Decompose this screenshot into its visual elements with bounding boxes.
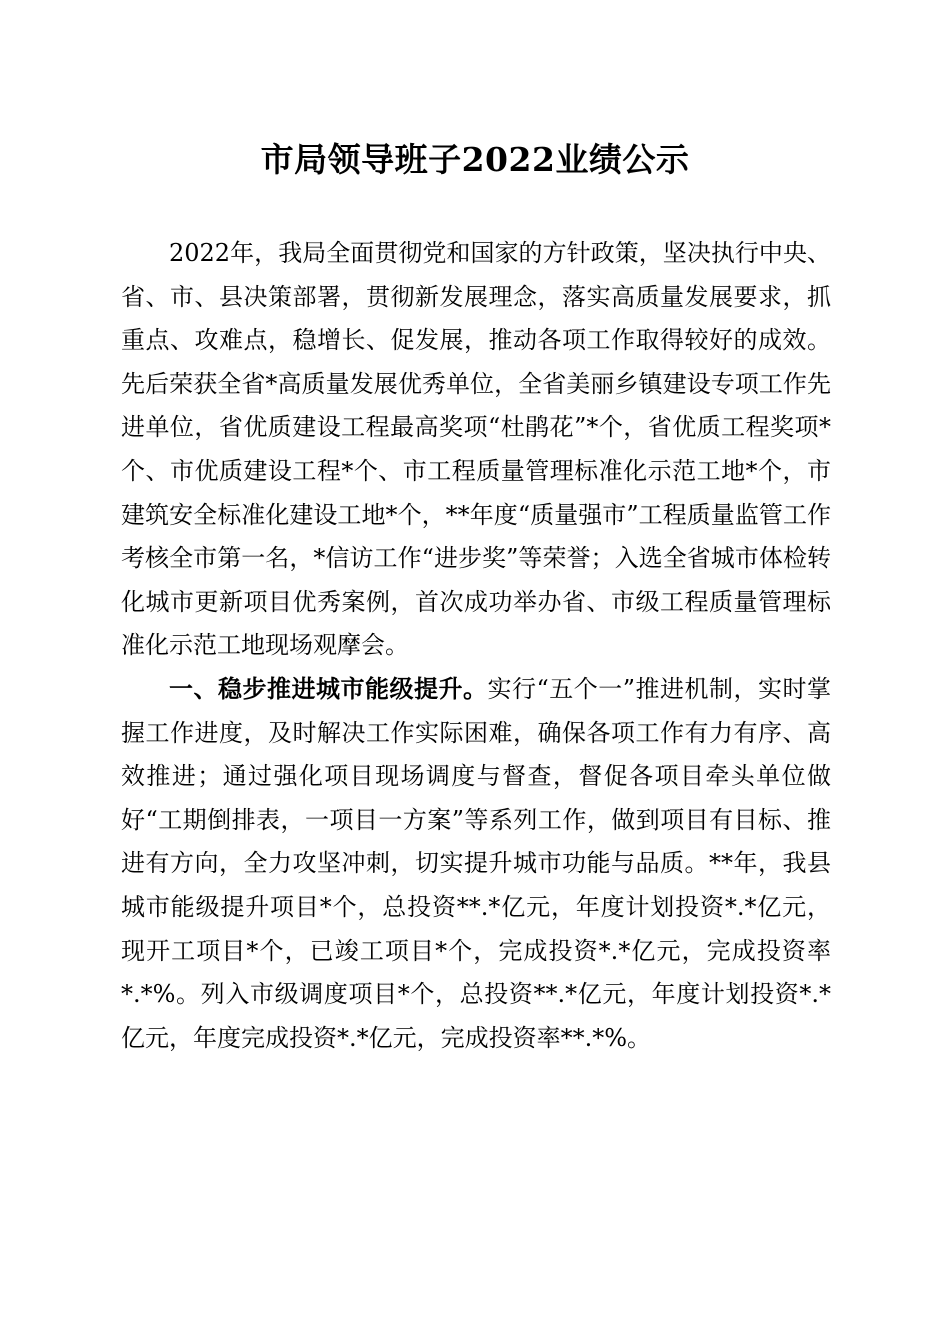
section-one-heading: 一、稳步推进城市能级提升。 xyxy=(169,674,488,703)
intro-paragraph-text: 2022年，我局全面贯彻党和国家的方针政策，坚决执行中央、省、市、县决策部署，贯彻新发展理念，落实高质量发展要求，抓重点、攻难点，稳增长、促发展，推动各项工作取得较好的成效。先后荣获全省*高质量发展优秀单位，全省美丽乡镇建设专项工作先进单位，省优质建设工程最高奖项“杜鹃花”*个，省优质工程奖项*个、市优质建设工程*个、市工程质量管理标准化示范工地*个，市建筑安全标准化建设工地*个，**年度“质量强市”工程质量监管工作考核全市第一名，*信访工作“进步奖”等荣誉；入选全省城市体检转化城市更新项目优秀案例，首次成功举办省、市级工程质量管理标准化示范工地现场观摩会。 xyxy=(121,239,831,660)
page-title: 市局领导班子2022业绩公示 xyxy=(260,140,690,179)
section-one-text: 实行“五个一”推进机制，实时掌握工作进度，及时解决工作实际困难，确保各项工作有力有序、高效推进；通过强化项目现场调度与督查，督促各项目牵头单位做好“工期倒排表，一项目一方案”等系列工作，做到项目有目标、推进有方向，全力攻坚冲刺，切实提升城市功能与品质。**年，我县城市能级提升项目*个，总投资**.*亿元，年度计划投资*.*亿元，现开工项目*个，已竣工项目*个，完成投资*.*亿元，完成投资率*.*%。列入市级调度项目*个，总投资**.*亿元，年度计划投资*.*亿元，年度完成投资*.*亿元，完成投资率**.*%。 xyxy=(121,674,831,1052)
intro-paragraph xyxy=(121,232,831,668)
document-body xyxy=(121,232,831,1060)
section-one-paragraph xyxy=(121,668,831,1060)
